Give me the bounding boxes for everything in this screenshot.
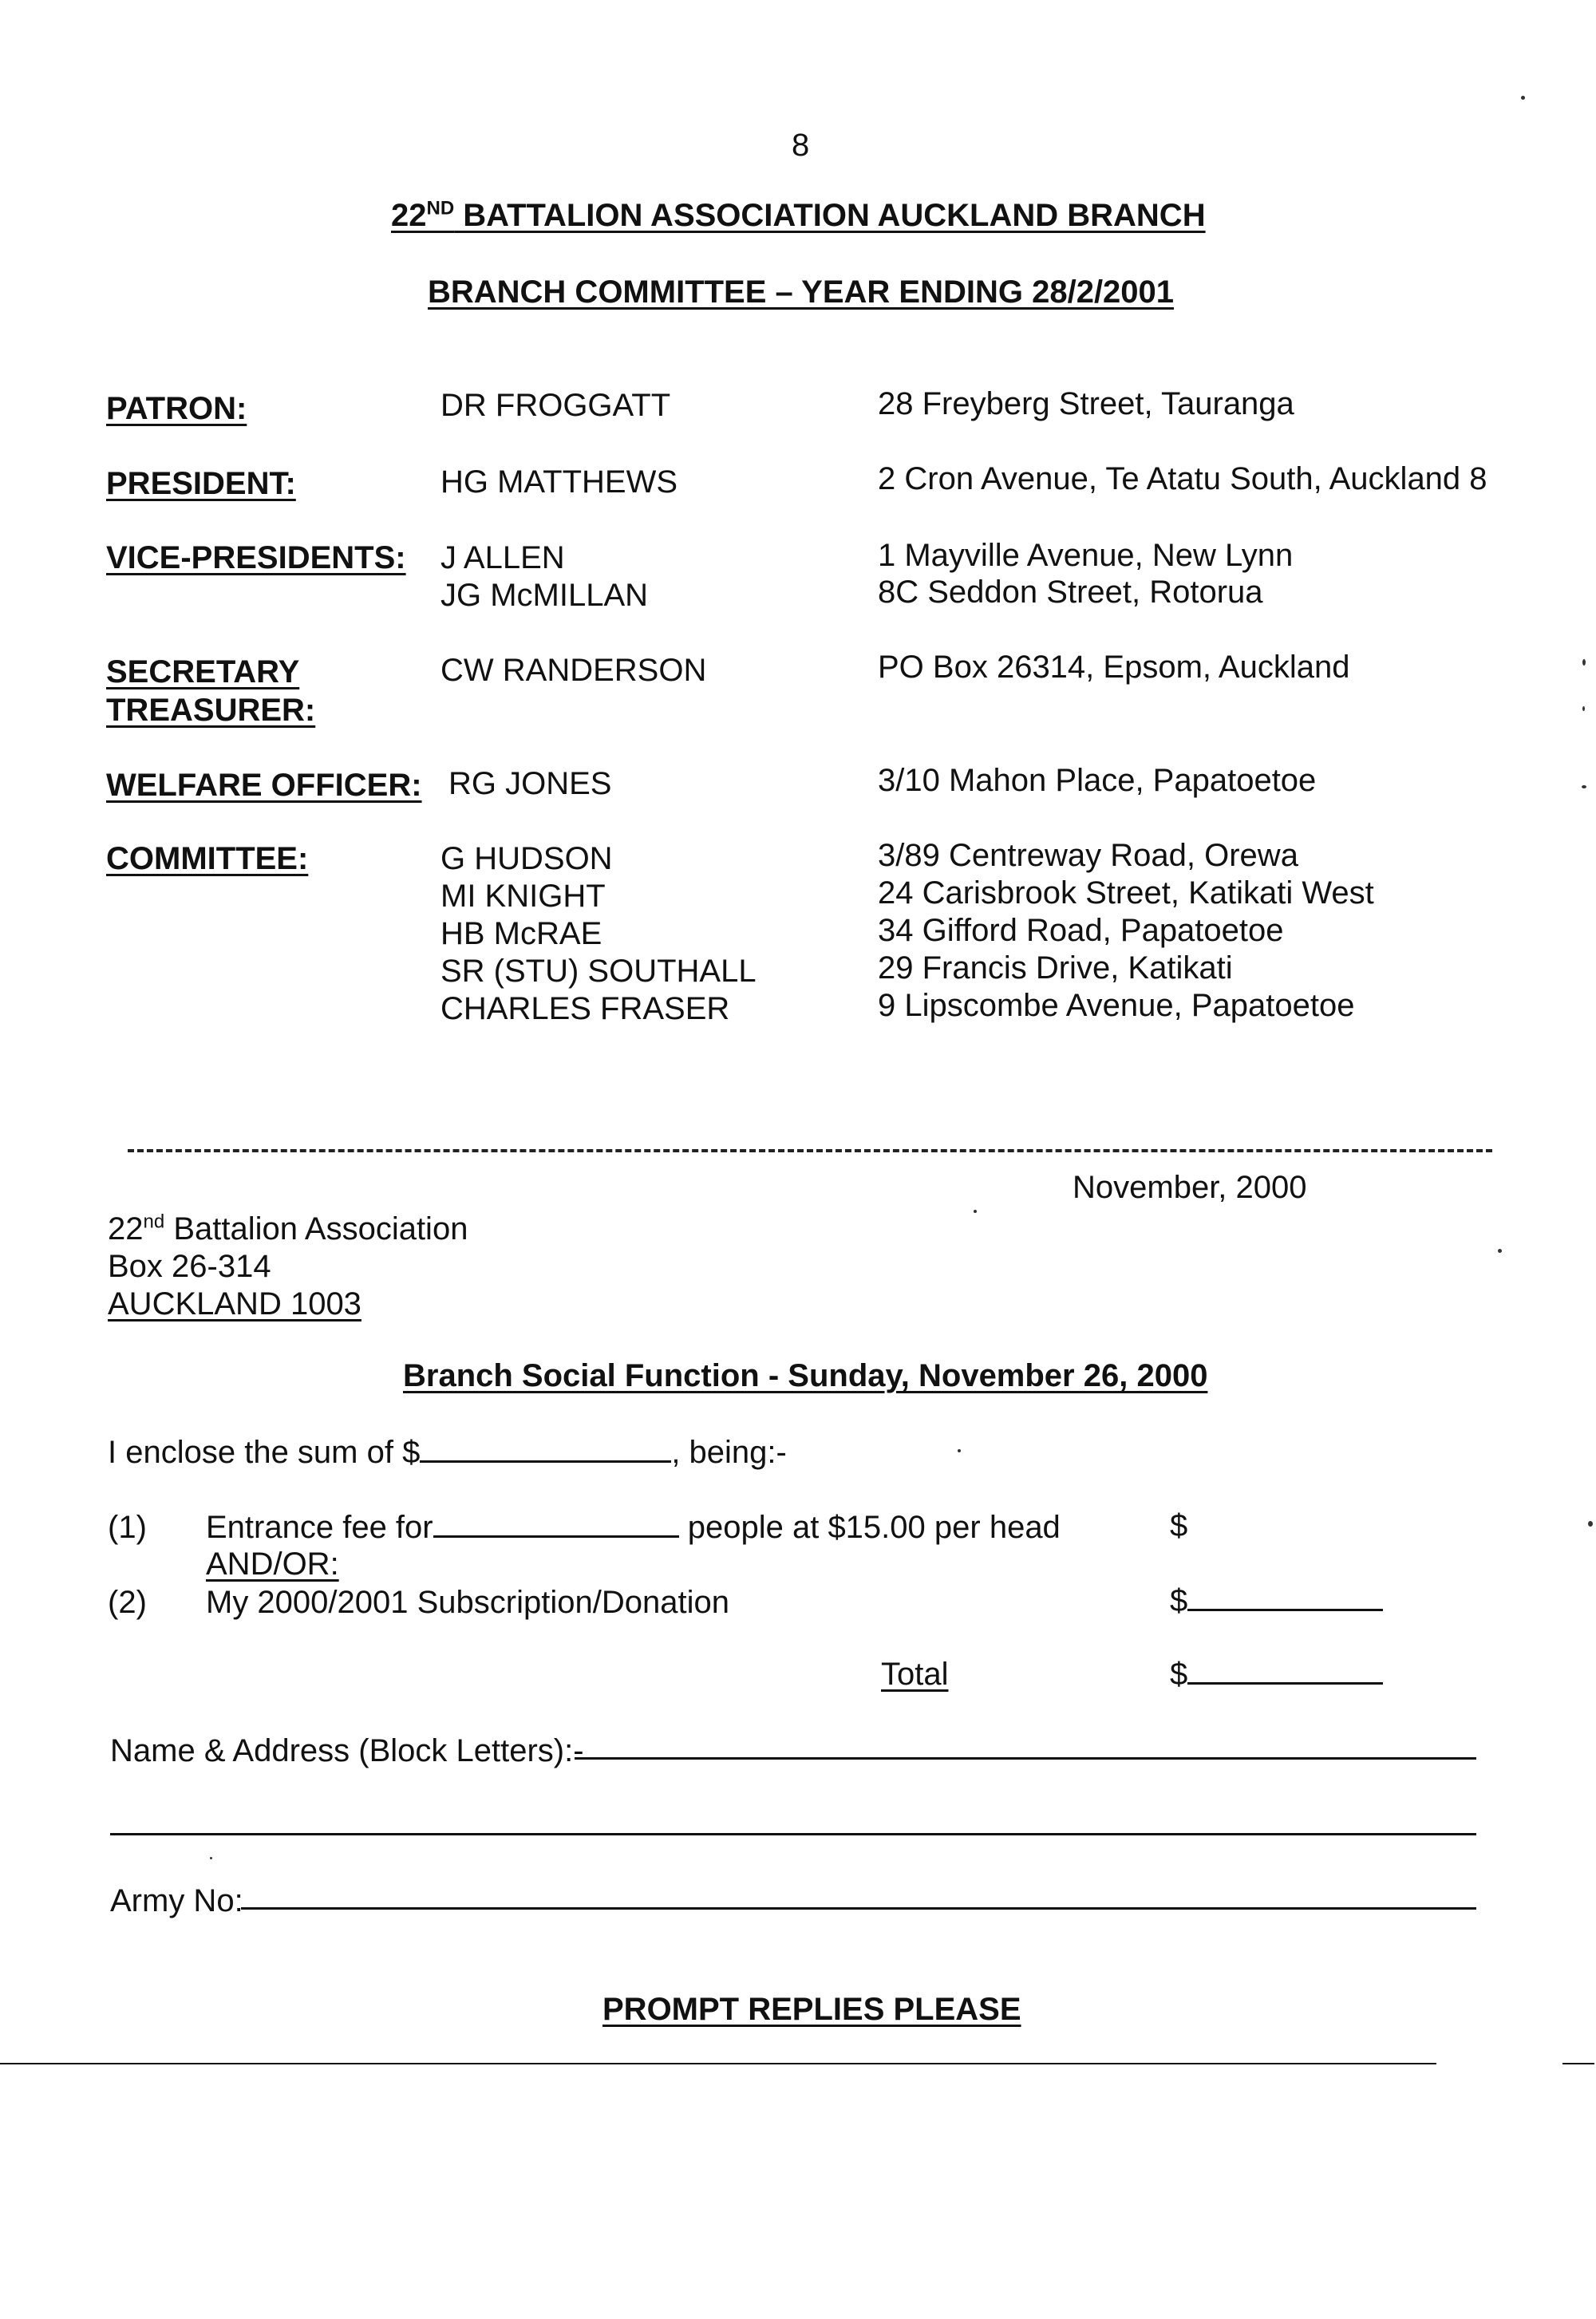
subscription-amount-field[interactable] bbox=[1187, 1582, 1383, 1611]
title-prefix: 22 bbox=[391, 198, 427, 233]
total-amount-field[interactable] bbox=[1187, 1655, 1383, 1685]
document-title bbox=[391, 196, 1206, 235]
name-president: HG MATTHEWS bbox=[440, 464, 678, 500]
role-vice-presidents: VICE-PRESIDENTS: bbox=[106, 540, 406, 575]
enclose-suffix: , being:- bbox=[671, 1435, 787, 1470]
address-secretary: PO Box 26314, Epsom, Auckland bbox=[878, 650, 1350, 685]
address-patron: 28 Freyberg Street, Tauranga bbox=[878, 386, 1294, 421]
bottom-rule bbox=[0, 2063, 1436, 2064]
item-2-label: My 2000/2001 Subscription/Donation bbox=[206, 1585, 729, 1620]
address-welfare-officer: 3/10 Mahon Place, Papatoetoe bbox=[878, 763, 1317, 798]
total-amount-row bbox=[1170, 1655, 1383, 1693]
name-patron: DR FROGGATT bbox=[440, 388, 671, 423]
item-1-row bbox=[206, 1508, 1061, 1547]
address-committee-4: 29 Francis Drive, Katikati bbox=[878, 950, 1233, 986]
enclose-prefix: I enclose the sum of $ bbox=[108, 1435, 421, 1470]
return-address-line-2: Box 26-314 bbox=[108, 1249, 271, 1284]
name-secretary: CW RANDERSON bbox=[440, 653, 707, 688]
bottom-rule-fragment bbox=[1562, 2063, 1594, 2064]
role-secretary: SECRETARY bbox=[106, 654, 300, 689]
item-2-amount-row bbox=[1170, 1582, 1383, 1620]
item-1-suffix: people at $15.00 per head bbox=[687, 1510, 1061, 1545]
address-vice-president-2: 8C Seddon Street, Rotorua bbox=[878, 575, 1263, 610]
total-label: Total bbox=[881, 1657, 949, 1692]
name-vice-president-2: JG McMILLAN bbox=[440, 578, 649, 613]
name-address-label: Name & Address (Block Letters):- bbox=[110, 1733, 584, 1768]
title-rest: BATTALION ASSOCIATION AUCKLAND BRANCH bbox=[454, 198, 1206, 233]
army-no-label: Army No: bbox=[110, 1883, 243, 1918]
name-committee-4: SR (STU) SOUTHALL bbox=[440, 954, 757, 989]
form-date: November, 2000 bbox=[1073, 1170, 1307, 1205]
address-committee-2: 24 Carisbrook Street, Katikati West bbox=[878, 875, 1374, 911]
function-title: Branch Social Function - Sunday, November 26, 2000 bbox=[403, 1358, 1208, 1393]
return-address-prefix: 22 bbox=[108, 1211, 144, 1246]
title-superscript: ND bbox=[426, 197, 455, 219]
name-welfare-officer: RG JONES bbox=[448, 766, 612, 801]
enclose-amount-field[interactable] bbox=[420, 1433, 671, 1463]
return-address-superscript: nd bbox=[143, 1211, 165, 1233]
page-number: 8 bbox=[792, 128, 810, 163]
name-committee-5: CHARLES FRASER bbox=[440, 991, 730, 1026]
item-1-number: (1) bbox=[108, 1510, 147, 1545]
entrance-people-count-field[interactable] bbox=[433, 1508, 679, 1538]
return-address-rest: Battalion Association bbox=[164, 1211, 468, 1246]
address-president: 2 Cron Avenue, Te Atatu South, Auckland 8 bbox=[878, 461, 1487, 496]
scan-speck bbox=[1582, 785, 1586, 788]
address-committee-1: 3/89 Centreway Road, Orewa bbox=[878, 838, 1298, 873]
andor-label: AND/OR: bbox=[206, 1547, 339, 1582]
scan-speck bbox=[1498, 1249, 1502, 1253]
scan-speck bbox=[210, 1857, 212, 1859]
scan-speck bbox=[1588, 1521, 1593, 1527]
army-no-field[interactable] bbox=[241, 1907, 1476, 1910]
item-2-dollar: $ bbox=[1170, 1583, 1188, 1618]
role-welfare-officer: WELFARE OFFICER: bbox=[106, 768, 422, 803]
item-2-number: (2) bbox=[108, 1585, 147, 1620]
role-patron: PATRON: bbox=[106, 391, 247, 426]
enclose-sum-row bbox=[108, 1433, 787, 1472]
scan-speck bbox=[1582, 706, 1585, 711]
address-committee-5: 9 Lipscombe Avenue, Papatoetoe bbox=[878, 988, 1355, 1023]
role-treasurer: TREASURER: bbox=[106, 693, 316, 728]
address-vice-president-1: 1 Mayville Avenue, New Lynn bbox=[878, 538, 1294, 573]
name-committee-1: G HUDSON bbox=[440, 841, 613, 876]
address-committee-3: 34 Gifford Road, Papatoetoe bbox=[878, 913, 1284, 948]
scan-speck bbox=[974, 1210, 977, 1213]
prompt-replies-note: PROMPT REPLIES PLEASE bbox=[602, 1992, 1021, 2027]
return-address-line-1 bbox=[108, 1210, 468, 1248]
name-committee-3: HB McRAE bbox=[440, 916, 602, 951]
address-second-line-field[interactable] bbox=[110, 1833, 1476, 1835]
return-address-line-3: AUCKLAND 1003 bbox=[108, 1286, 361, 1321]
item-1-dollar: $ bbox=[1170, 1508, 1188, 1543]
name-address-field[interactable] bbox=[575, 1757, 1476, 1760]
role-committee: COMMITTEE: bbox=[106, 841, 309, 876]
document-subtitle: BRANCH COMMITTEE – YEAR ENDING 28/2/2001 bbox=[428, 275, 1175, 310]
tear-off-dashed-line bbox=[128, 1149, 1492, 1152]
scan-speck bbox=[958, 1449, 961, 1452]
role-president: PRESIDENT: bbox=[106, 466, 296, 501]
scan-speck bbox=[1582, 659, 1586, 666]
item-1-label: Entrance fee for bbox=[206, 1510, 433, 1545]
name-vice-president-1: J ALLEN bbox=[440, 540, 565, 575]
total-dollar: $ bbox=[1170, 1657, 1188, 1692]
name-committee-2: MI KNIGHT bbox=[440, 879, 606, 914]
scan-speck bbox=[1521, 96, 1525, 100]
